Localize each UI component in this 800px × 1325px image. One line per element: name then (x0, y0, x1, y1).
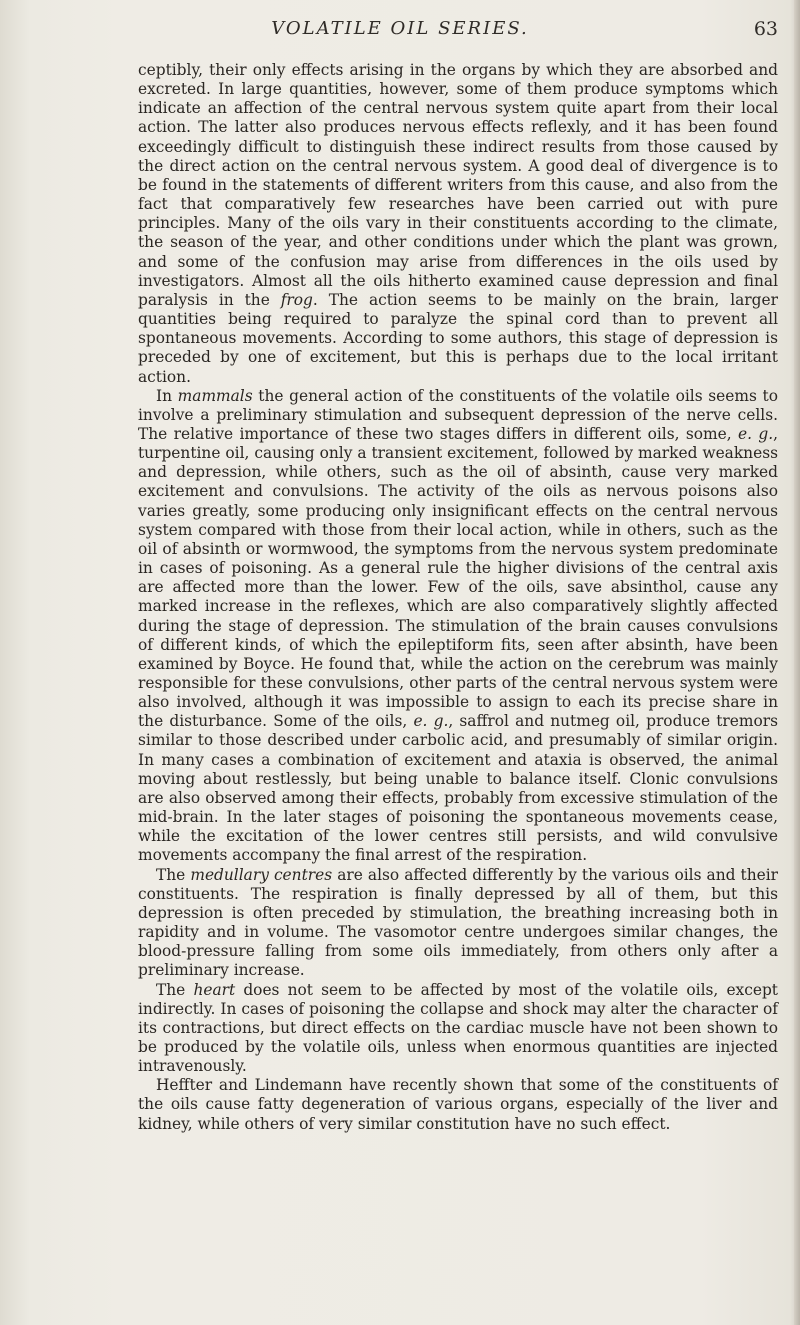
text-run: , saffrol and nutmeg oil, produce tremors similar to those described under carbolic acid, and presumably of similar origin. In many cases a combination of excitement and ataxia is observed, the animal moving about restlessly, but being unable to balance itself. Clonic convulsions are also observed among their effects, probably from excessive stimulation of the mid-brain. In the later stages of poisoning the spontaneous movements cease, while the excitation of the lower centres still persists, and wild convulsive movements accompany the final arrest of the respiration. (138, 712, 778, 865)
text-run: ceptibly, their only effects arising in the organs by which they are absorbed and excreted. In large quantities, however, some of them produce symptoms which indicate an affection of the central nervous system quite apart from their local action. The latter also produces nervous effects reflexly, and it has been found exceedingly difficult to distinguish these indirect results from those caused by the direct action on the central nervous system. A good deal of divergence is to be found in the statements of different writers from this cause, and also from the fact that comparatively few researches have been carried out with pure principles. Many of the oils vary in their constituents according to the climate, the season of the year, and other conditions under which the plant was grown, and some of the confusion may arise from differences in the oils used by investigators. Almost all the oils hitherto examined cause depression and final paralysis in the (138, 61, 778, 309)
paragraph (138, 61, 778, 387)
running-head: VOLATILE OIL SERIES. (271, 18, 529, 39)
body-text (138, 61, 778, 1134)
text-run: , turpentine oil, causing only a transient excitement, followed by marked weakness and depression, while others, such as the oil of absinth, cause very marked excitement and convulsions. The activity of the oils as nervous poisons also varies greatly, some producing only insignificant effects on the central nervous system compared with those from their local action, while in others, such as the oil of absinth or wormwood, the symptoms from the nervous system predominate in cases of poisoning. As a general rule the higher divisions of the central axis are affected more than the lower. Few of the oils, save absinthol, cause any marked increase in the reflexes, which are also comparatively slightly affected during the stage of depression. The stimulation of the brain causes convulsions of different kinds, of which the epileptiform fits, seen after absinth, have been examined by Boyce. He found that, while the action on the cerebrum was mainly responsible for these convulsions, other parts of the central nervous system were also involved, although it was impossible to assign to each its precise share in the disturbance. Some of the oils, (138, 424, 778, 731)
text-run: are also affected differently by the various oils and their constituents. The respiration is finally depressed by all of them, but this depression is often preceded by stimulation, the breathing increasing both in rapidity and in volume. The vasomotor centre undergoes similar changes, the blood-pressure falling from some oils immediately, from others only after a preliminary increase. (138, 865, 778, 980)
text-run: . The action seems to be mainly on the brain, larger quantities being required to paralyze the spinal cord than to prevent all spontaneous movements. According to some authors, this stage of depression is preceded by one of excitement, but this is perhaps due to the local irritant action. (138, 290, 778, 386)
italic-term: mammals (177, 386, 253, 405)
text-run: does not seem to be affected by most of the volatile oils, except indirectly. In cases of poisoning the collapse and shock may alter the character of its contractions, but direct effects on the cardiac muscle have not been shown to be produced by the volatile oils, unless when enormous quantities are injected intravenously. (138, 980, 778, 1076)
paragraph (138, 1076, 778, 1133)
text-run: the general action of the constituents of the volatile oils seems to involve a preliminary stimulation and subsequent depression of the nerve cells. The relative importance of these two stages differs in different oils, some, (138, 386, 779, 443)
italic-term: heart (193, 980, 236, 999)
page-number: 63 (753, 18, 778, 40)
italic-term: frog (280, 290, 313, 309)
paragraph (138, 981, 778, 1077)
paragraph (138, 866, 778, 981)
text-run: The (156, 980, 194, 999)
page-edge-shadow (794, 0, 800, 1325)
italic-term: e. g. (737, 424, 774, 443)
page-header (0, 18, 800, 48)
text-run: In (156, 386, 178, 405)
italic-term: medullary centres (190, 865, 333, 884)
paragraph (138, 387, 778, 866)
text-run: The (156, 865, 191, 884)
text-run: Heffter and Lindemann have recently shown that some of the constituents of the oils cause fatty degeneration of various organs, especially of the liver and kidney, while others of very similar constitution have no such effect. (138, 1076, 778, 1133)
italic-term: e. g. (413, 712, 449, 731)
